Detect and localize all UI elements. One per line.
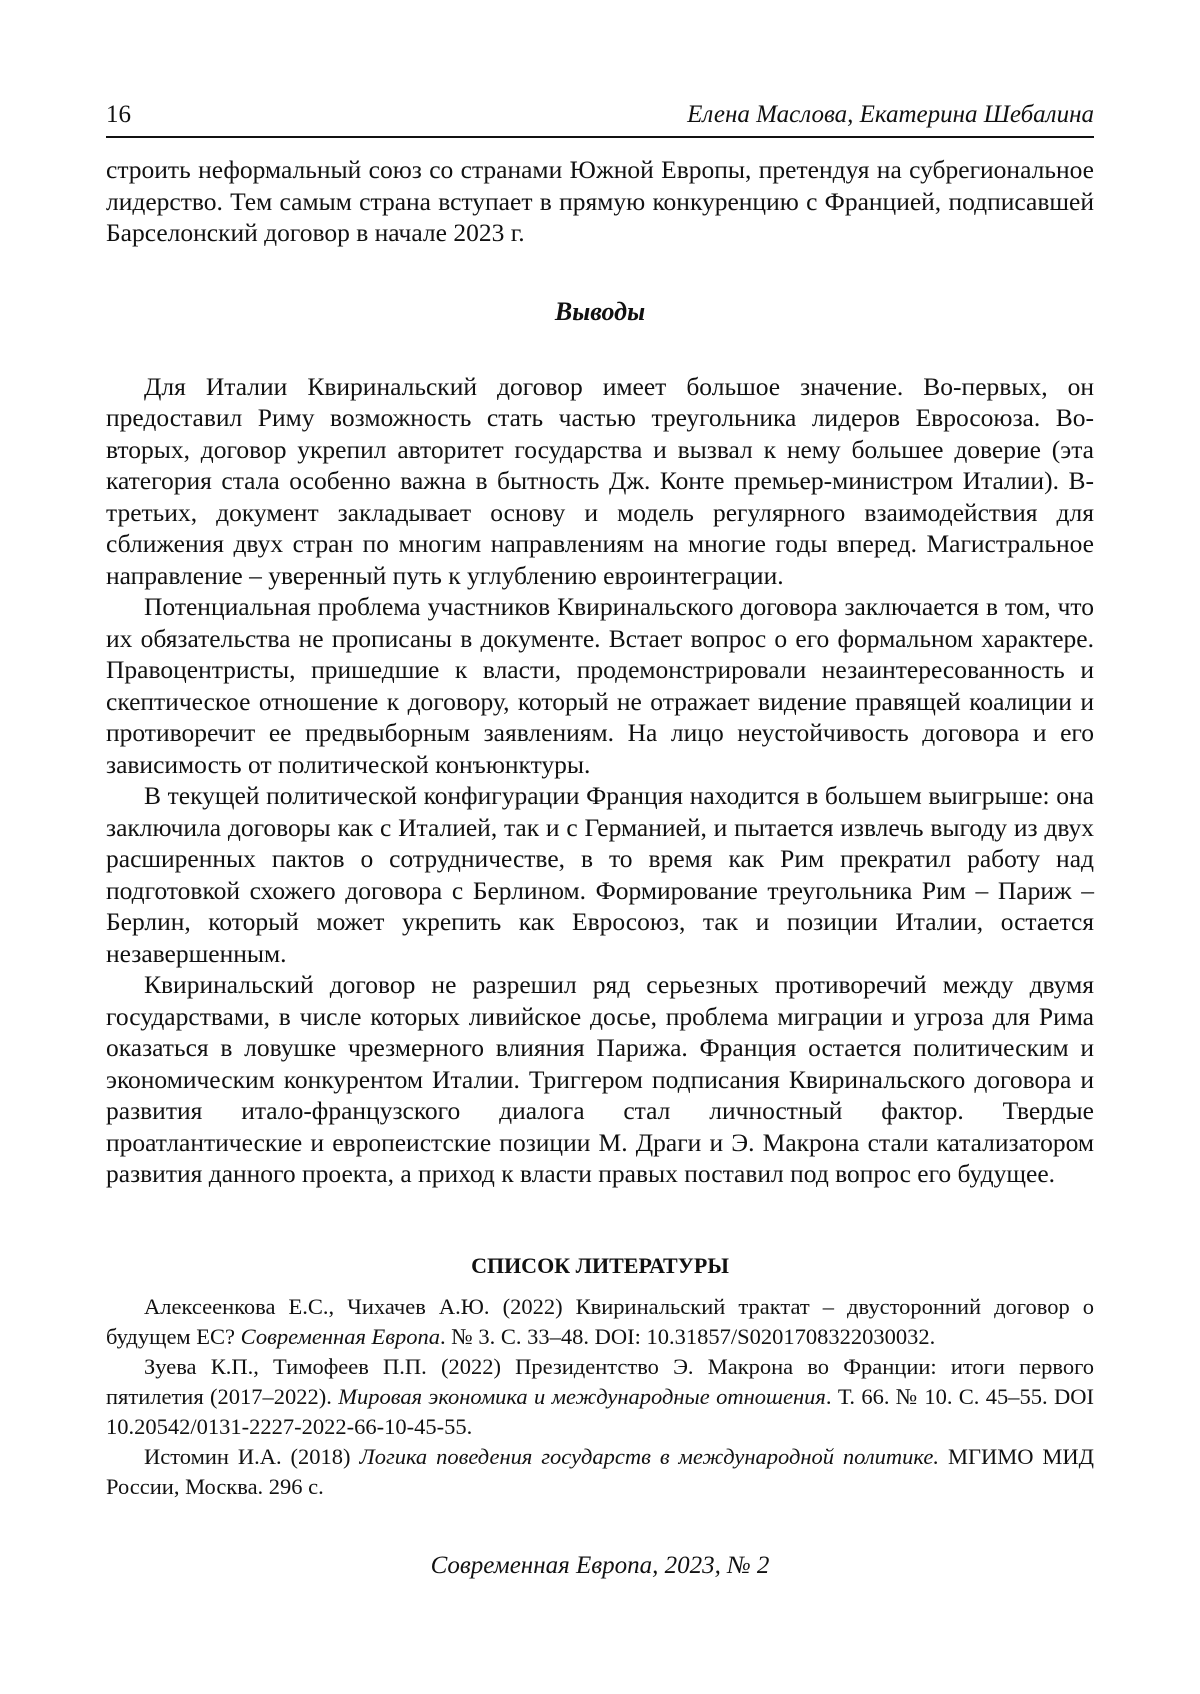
page — [106, 100, 1094, 1502]
reference-item: Истомин И.А. (2018) Логика поведения государств в международной политике. МГИМО МИД России, Москва. 296 с. — [106, 1443, 1094, 1499]
section-title: Выводы — [554, 296, 646, 326]
reference-item: Зуева К.П., Тимофеев П.П. (2022) Президентство Э. Макрона во Франции: итоги первого пятилетия (2017–2022). Мировая экономика и международные отношения. Т. 66. № 10. С. 45–55. DOI 10.20542/0131-2227-2022-66-10-45-55. — [106, 1353, 1094, 1439]
references-title: СПИСОК ЛИТЕРАТУРЫ — [471, 1252, 729, 1278]
conclusion-paragraph-3: В текущей политической конфигурации Франция находится в большем выигрыше: она заключила договоры как с Италией, так и с Германией, и пытается извлечь выгоду из двух расширенных пактов о сотрудничестве, в то время как Рим прекратил работу над подготовкой схожего договора с Берлином. Формирование треугольника Рим – Париж – Берлин, который может укрепить как Евросоюз, так и позиции Италии, остается незавершенным. — [106, 781, 1094, 968]
conclusion-paragraph-4: Квиринальский договор не разрешил ряд серьезных противоречий между двумя государствами, в числе которых ливийское досье, проблема миграции и угроза для Рима оказаться в ловушке чрезмерного влияния Парижа. Франция остается политическим и экономическим конкурентом Италии. Триггером подписания Квиринальского договора и развития итало-французского диалога стал личностный фактор. Твердые проатлантические и европеистские позиции М. Драги и Э. Макрона стали катализатором развития данного проекта, а приход к власти правых поставил под вопрос его будущее. — [106, 970, 1094, 1188]
reference-book-title: Логика поведения государств в международной политике. — [359, 1443, 940, 1469]
journal-footer: Современная Европа, 2023, № 2 — [430, 1552, 770, 1579]
intro-paragraph: строить неформальный союз со странами Южной Европы, претендуя на субрегиональное лидерство. Тем самым страна вступает в прямую конкуренцию с Францией, подписавшей Барселонский договор в начале 2023 г. — [106, 155, 1094, 247]
running-head-authors: Елена Маслова, Екатерина Шебалина — [687, 101, 1094, 128]
conclusion-paragraph-1: Для Италии Квиринальский договор имеет большое значение. Во-первых, он предоставил Риму возможность стать частью треугольника лидеров Евросоюза. Во-вторых, договор укрепил авторитет государства и вызвал к нему большее доверие (эта категория стала особенно важна в бытность Дж. Конте премьер-министром Италии). В-третьих, документ закладывает основу и модель регулярного взаимодействия для сближения двух стран по многим направлениям на многие годы вперед. Магистральное направление – уверенный путь к углублению евроинтеграции. — [106, 371, 1094, 590]
reference-journal: Мировая экономика и международные отношения — [338, 1383, 826, 1409]
running-head — [106, 100, 1094, 138]
page-number: 16 — [106, 101, 131, 128]
reference-item: Алексеенкова Е.С., Чихачев А.Ю. (2022) Квиринальский трактат – двусторонний договор о будущем ЕС? Современная Европа. № 3. С. 33–48. DOI: 10.31857/S0201708322030032. — [106, 1293, 1094, 1349]
article-body — [106, 154, 1094, 1190]
references-list — [106, 1292, 1094, 1502]
conclusion-paragraph-2: Потенциальная проблема участников Квиринальского договора заключается в том, что их обязательства не прописаны в документе. Встает вопрос о его формальном характере. Правоцентристы, пришедшие к власти, продемонстрировали незаинтересованность и скептическое отношение к договору, который не отражает видение правящей коалиции и противоречит ее предвыборным заявлениям. На лицо неустойчивость договора и его зависимость от политической конъюнктуры. — [106, 592, 1094, 779]
reference-journal: Современная Европа — [240, 1323, 441, 1349]
